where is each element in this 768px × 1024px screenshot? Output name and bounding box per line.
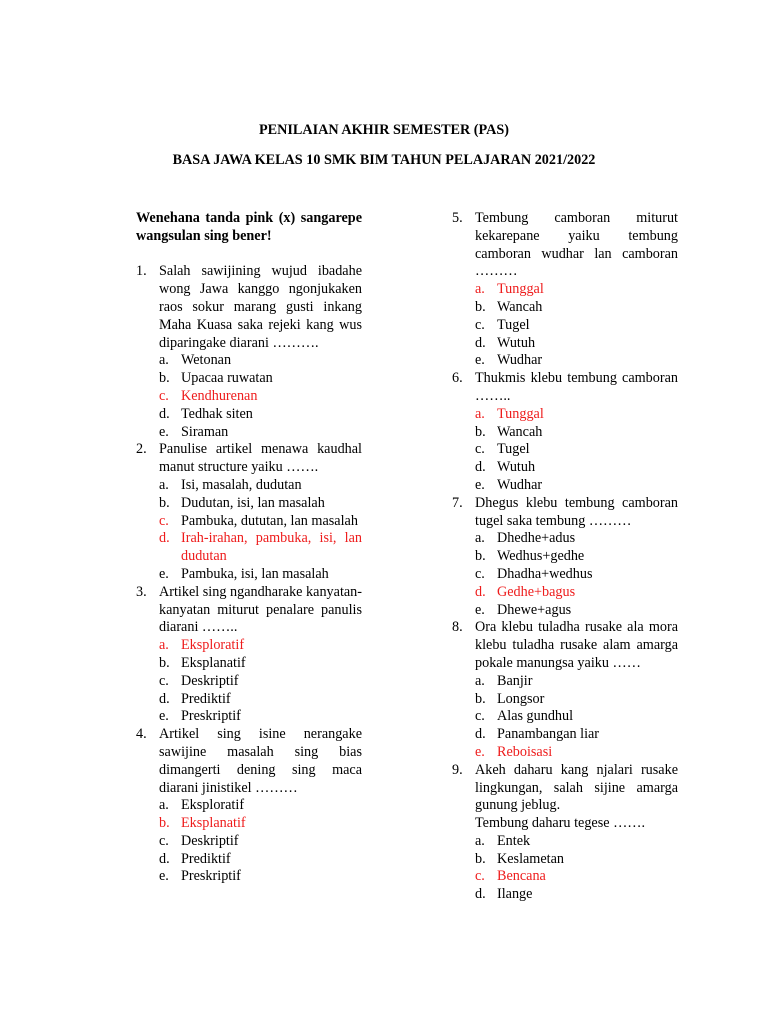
option-letter: b. [475, 548, 486, 565]
option-text: Tedhak siten [181, 405, 253, 422]
answer-option[interactable] [159, 868, 362, 886]
option-letter: b. [159, 815, 170, 832]
right-column [452, 210, 678, 904]
question-number: 7. [452, 494, 463, 511]
answer-option[interactable] [475, 886, 678, 904]
question-item [136, 263, 362, 441]
question-item [452, 619, 678, 761]
answer-options [159, 797, 362, 886]
option-letter: d. [159, 530, 170, 547]
answer-option[interactable] [475, 317, 678, 335]
answer-options [159, 477, 362, 584]
option-letter: d. [475, 583, 486, 600]
option-letter: c. [159, 387, 169, 404]
answer-options [475, 673, 678, 762]
question-item [452, 210, 678, 370]
option-letter: b. [159, 494, 170, 511]
answer-option[interactable] [159, 691, 362, 709]
option-letter: a. [475, 530, 485, 547]
option-letter: a. [159, 476, 169, 493]
answer-option[interactable] [475, 673, 678, 691]
question-number: 5. [452, 210, 463, 226]
question-item [136, 584, 362, 726]
answer-option[interactable] [475, 691, 678, 709]
option-text: Wedhus+gedhe [497, 548, 585, 565]
answer-option[interactable] [475, 851, 678, 869]
option-text: Irah-irahan, pambuka, isi, lan dudutan [181, 530, 362, 565]
option-letter: c. [159, 832, 169, 849]
option-letter: b. [475, 690, 486, 707]
option-letter: e. [159, 423, 169, 440]
answer-option-correct[interactable] [159, 388, 362, 406]
answer-option[interactable] [475, 441, 678, 459]
question-text: Tembung camboran miturut kekarepane yaiku tembung camboran wudhar lan camboran ……… [475, 210, 678, 280]
answer-option[interactable] [475, 566, 678, 584]
answer-option[interactable] [475, 602, 678, 620]
option-letter: b. [475, 423, 486, 440]
option-text: Preskriptif [181, 708, 241, 725]
option-letter: e. [159, 868, 169, 885]
option-letter: e. [159, 565, 169, 582]
answer-option-correct[interactable] [475, 584, 678, 602]
option-text: Upacaa ruwatan [181, 370, 273, 387]
question-text: Akeh daharu kang njalari rusake lingkungan, salah sijine amarga gunung jeblug. [475, 761, 678, 814]
answer-option[interactable] [159, 513, 362, 531]
option-letter: d. [475, 886, 486, 903]
answer-option[interactable] [159, 370, 362, 388]
option-letter: d. [159, 690, 170, 707]
answer-option[interactable] [475, 352, 678, 370]
answer-options [475, 833, 678, 904]
option-letter: e. [475, 743, 485, 760]
left-column [136, 210, 362, 886]
answer-options [159, 637, 362, 726]
option-letter: e. [475, 601, 485, 618]
answer-option[interactable] [475, 833, 678, 851]
option-text: Deskriptif [181, 672, 239, 689]
option-text: Eksplanatif [181, 654, 246, 671]
answer-option[interactable] [159, 833, 362, 851]
option-text: Keslametan [497, 850, 564, 867]
instruction-text: Wenehana tanda pink (x) sangarepe wangsulan sing bener! [136, 210, 362, 244]
option-text: Pambuka, dututan, lan masalah [181, 512, 358, 529]
option-letter: a. [159, 352, 169, 369]
option-letter: d. [159, 850, 170, 867]
answer-option[interactable] [159, 673, 362, 691]
question-text: Ora klebu tuladha rusake ala mora klebu tuladha rusake alam amarga pokale manungsa yaiku …… [475, 619, 678, 671]
page-title: PENILAIAN AKHIR SEMESTER (PAS) [258, 122, 510, 138]
option-letter: e. [475, 476, 485, 493]
option-text: Dudutan, isi, lan masalah [181, 494, 325, 511]
answer-option[interactable] [475, 459, 678, 477]
option-letter: d. [475, 726, 486, 743]
answer-option[interactable] [159, 406, 362, 424]
answer-option[interactable] [475, 708, 678, 726]
option-letter: e. [159, 708, 169, 725]
answer-option[interactable] [159, 424, 362, 442]
answer-options [159, 352, 362, 441]
answer-option[interactable] [475, 548, 678, 566]
answer-option[interactable] [475, 477, 678, 495]
question-text: Panulise artikel menawa kaudhal manut structure yaiku ……. [159, 441, 362, 476]
option-text: Wetonan [181, 352, 232, 369]
option-text: Wancah [497, 423, 543, 440]
option-letter: b. [475, 298, 486, 315]
option-text: Wancah [497, 298, 543, 315]
answer-option[interactable] [159, 477, 362, 495]
answer-option-correct[interactable] [475, 744, 678, 762]
question-number: 8. [452, 619, 463, 636]
option-text: Eksploratif [181, 797, 245, 814]
option-letter: b. [159, 654, 170, 671]
option-text: Tugel [497, 316, 530, 333]
answer-option[interactable] [159, 655, 362, 673]
page-subtitle: BASA JAWA KELAS 10 SMK BIM TAHUN PELAJARAN 2021/2022 [172, 152, 596, 168]
answer-option-correct[interactable] [159, 637, 362, 655]
option-text: Bencana [497, 868, 546, 885]
option-text: Wudhar [497, 352, 543, 369]
option-letter: c. [475, 868, 485, 885]
question-number: 6. [452, 370, 463, 387]
question-text: Artikel sing ngandharake kanyatan-kanyatan miturut penalare panulis diarani …….. [159, 583, 362, 636]
question-number: 2. [136, 441, 147, 458]
option-text: Banjir [497, 672, 533, 689]
answer-option[interactable] [159, 851, 362, 869]
option-letter: c. [475, 708, 485, 725]
answer-option-correct[interactable] [159, 815, 362, 833]
answer-option[interactable] [159, 495, 362, 513]
question-text: Artikel sing isine nerangake sawijine masalah sing bias dimangerti dening sing maca diarani jinistikel ……… [159, 726, 362, 796]
question-item [452, 370, 678, 495]
option-letter: a. [475, 832, 485, 849]
answer-option-correct[interactable] [475, 406, 678, 424]
option-letter: b. [159, 370, 170, 387]
option-text: Wutuh [497, 459, 536, 476]
option-letter: d. [159, 405, 170, 422]
option-text: Wutuh [497, 334, 536, 351]
option-letter: e. [475, 352, 485, 369]
option-text: Kendhurenan [181, 387, 258, 404]
question-item [136, 726, 362, 886]
option-text: Isi, masalah, dudutan [181, 476, 302, 493]
answer-option[interactable] [475, 335, 678, 353]
option-text: Panambangan liar [497, 726, 600, 743]
option-text: Pambuka, isi, lan masalah [181, 565, 329, 582]
option-letter: a. [475, 672, 485, 689]
option-text: Prediktif [181, 690, 231, 707]
option-letter: d. [475, 334, 486, 351]
option-text: Tunggal [497, 281, 544, 298]
question-prompt: Tembung daharu tegese ……. [475, 815, 645, 832]
option-text: Tunggal [497, 405, 544, 422]
option-text: Longsor [497, 690, 545, 707]
option-text: Ilange [497, 886, 533, 903]
option-text: Tugel [497, 441, 530, 458]
answer-option[interactable] [475, 530, 678, 548]
option-letter: a. [475, 281, 485, 298]
option-letter: d. [475, 459, 486, 476]
option-text: Wudhar [497, 476, 543, 493]
option-text: Eksplanatif [181, 815, 246, 832]
question-item [136, 441, 362, 583]
option-letter: b. [475, 850, 486, 867]
option-letter: a. [159, 797, 169, 814]
answer-option-correct[interactable] [159, 530, 362, 566]
option-letter: a. [475, 405, 485, 422]
answer-options [475, 530, 678, 619]
option-letter: c. [475, 565, 485, 582]
option-letter: c. [159, 512, 169, 529]
question-item [452, 495, 678, 620]
option-letter: c. [159, 672, 169, 689]
answer-option[interactable] [159, 708, 362, 726]
option-text: Dhadha+wedhus [497, 565, 593, 582]
answer-option[interactable] [159, 352, 362, 370]
question-number: 3. [136, 583, 147, 600]
question-item [452, 762, 678, 904]
option-text: Siraman [181, 423, 229, 440]
answer-option[interactable] [159, 566, 362, 584]
answer-options [475, 406, 678, 495]
option-text: Dhedhe+adus [497, 530, 576, 547]
answer-option[interactable] [475, 299, 678, 317]
option-text: Eksploratif [181, 637, 245, 654]
option-text: Alas gundhul [497, 708, 574, 725]
answer-options [475, 281, 678, 370]
question-number: 9. [452, 761, 463, 778]
answer-option[interactable] [159, 797, 362, 815]
option-letter: c. [475, 316, 485, 333]
option-text: Reboisasi [497, 743, 553, 760]
answer-option-correct[interactable] [475, 281, 678, 299]
option-letter: c. [475, 441, 485, 458]
question-text: Thukmis klebu tembung camboran …….. [475, 370, 678, 404]
option-text: Dhewe+agus [497, 601, 572, 618]
question-text: Dhegus klebu tembung camboran tugel saka tembung ……… [475, 494, 678, 529]
question-number: 1. [136, 263, 147, 280]
answer-option-correct[interactable] [475, 868, 678, 886]
option-letter: a. [159, 637, 169, 654]
option-text: Gedhe+bagus [497, 583, 576, 600]
option-text: Entek [497, 832, 531, 849]
answer-option[interactable] [475, 726, 678, 744]
question-text: Salah sawijining wujud ibadahe wong Jawa kanggo ngonjukaken raos sokur marang gusti inkang Maha Kuasa saka rejeki kang wus diparingake diarani ………. [159, 263, 362, 351]
option-text: Preskriptif [181, 868, 241, 885]
option-text: Prediktif [181, 850, 231, 867]
answer-option[interactable] [475, 424, 678, 442]
question-number: 4. [136, 726, 147, 743]
option-text: Deskriptif [181, 832, 239, 849]
